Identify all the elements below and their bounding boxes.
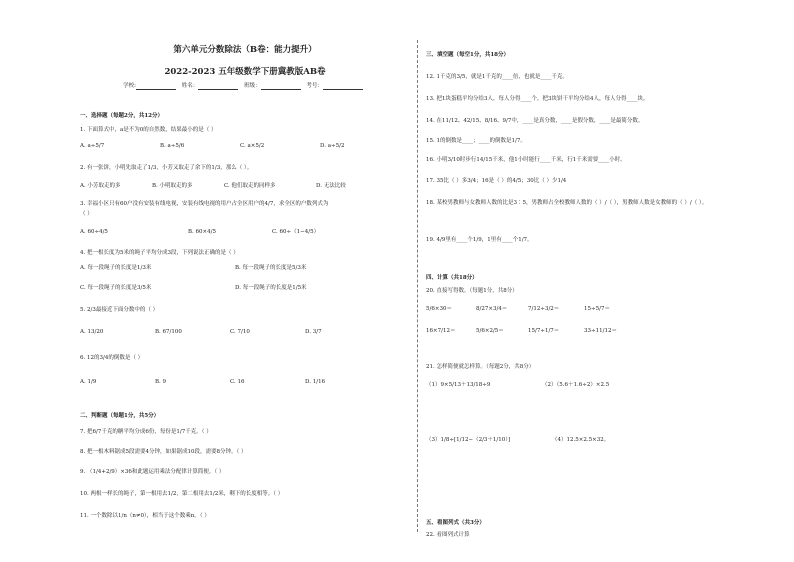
field-id: 考号：	[306, 83, 323, 89]
section-judgement: 二、判断题（每题1分，共5分）	[80, 413, 160, 419]
question-1: 1. 下面算式中，a是不为0的自然数，结果最小的是（ ）	[80, 127, 217, 133]
q3-options	[80, 228, 319, 236]
left-column	[80, 44, 410, 519]
question-19: 19. 4/9里有____个1/9，1里有____个1/7。	[426, 237, 533, 243]
question-7: 7. 把6/7千克的糖平均分成6份，每份是1/7千克。（ ）	[80, 429, 212, 435]
q5-options	[80, 328, 322, 336]
column-divider	[417, 40, 418, 532]
question-3: 3. 幸福小区只有60户没有安装有线电视，安装有线电视的用户占全区用户的4/7，求全区的户数列式为	[80, 201, 329, 207]
q4-option-c[interactable]: C. 每一段绳子的长度是3/5米	[80, 285, 152, 291]
class-blank[interactable]	[261, 83, 301, 90]
section-fill-blank: 三、填空题（每空1分，共18分）	[426, 52, 509, 58]
question-10: 10. 两根一样长的绳子，第一根用去1/2，第二根用去1/2米，剩下的长度相等。（ ）	[80, 491, 284, 497]
question-3-cont: （ ）	[80, 211, 93, 217]
q4-options-row1	[80, 264, 306, 272]
question-4: 4. 把一根长度为5米的绳子平均分成3段，下列说法正确的是（ ）	[80, 250, 239, 256]
section-choice: 一、选择题（每题2分，共12分）	[80, 113, 163, 119]
q3-option-b[interactable]: B. 60×4/5	[188, 229, 216, 235]
calc-5: 16×7/12＝	[426, 328, 456, 334]
q6-option-c[interactable]: C. 16	[230, 379, 245, 385]
section-picture: 五、看图列式（共3分）	[426, 520, 485, 526]
q4-option-d[interactable]: D. 每一段绳子的长度是1/5米	[235, 285, 307, 291]
question-2: 2. 有一张饼，小明先取走了1/3，小芳又取走了余下的1/3，那么（ ）。	[80, 165, 253, 171]
q5-option-d[interactable]: D. 3/7	[305, 329, 322, 335]
calc-row-2	[426, 327, 617, 335]
question-22: 22. 看图列式计算	[426, 532, 470, 538]
question-21-1: （1）9×5/13＋13/18÷9	[426, 382, 491, 388]
q4-option-b[interactable]: B. 每一段绳子的长度是5/3米	[235, 265, 307, 271]
question-5: 5. 2/3最接近下面分数中的（ ）	[80, 307, 159, 313]
q2-options	[80, 182, 346, 190]
q6-option-a[interactable]: A. 1/9	[80, 379, 97, 385]
calc-row-1	[426, 305, 610, 313]
q1-options	[80, 142, 344, 150]
id-blank[interactable]	[323, 83, 363, 90]
question-12: 12. 1千克的3/5，就是1千克的____倍，也就是____千克。	[426, 74, 568, 80]
exam-subtitle: 2022-2023 五年级数学下册冀教版AB卷	[164, 67, 326, 77]
question-13: 13. 把1块蛋糕平均分给3人，每人分得____个，把3块饼干平均分给4人，每人分得____块。	[426, 96, 649, 102]
q2-option-b[interactable]: B. 小明取走的多	[152, 183, 193, 189]
q3-option-c[interactable]: C. 60÷（1−4/5）	[272, 229, 320, 235]
q1-option-c[interactable]: C. a×5/2	[240, 143, 265, 149]
calc-4: 15÷5/7＝	[584, 306, 610, 312]
school-blank[interactable]	[136, 83, 176, 90]
question-21-2: （2）（5.6＋1.6÷2）×2.5	[542, 382, 610, 388]
q1-option-b[interactable]: B. a÷5/6	[160, 143, 185, 149]
q4-option-a[interactable]: A. 每一段绳子的长度是1/3米	[80, 265, 152, 271]
q5-option-c[interactable]: C. 7/10	[230, 329, 250, 335]
question-14: 14. 在11/12、42/15、8/16、9/7中，____是真分数，____是假分数，____是最简分数。	[426, 118, 644, 124]
question-9: 9. （1/4+2/9）×36和此题运用乘法分配律计算简便。（ ）	[80, 469, 225, 475]
student-info-fields	[80, 82, 410, 90]
field-school: 学校:	[123, 83, 137, 89]
q3-option-a[interactable]: A. 60÷4/5	[80, 229, 108, 235]
question-17: 17. 35比（ ）多3/4；16是（ ）的4/5；30比（ ）少1/4	[426, 178, 567, 184]
calc-7: 15/7÷1/7＝	[528, 328, 560, 334]
section-calculation: 四、计算（共18分）	[426, 275, 478, 281]
exam-title: 第六单元分数除法（B卷：能力提升）	[173, 45, 317, 55]
calc-1: 5/6×30＝	[426, 306, 452, 312]
field-class: 班级：	[244, 83, 261, 89]
question-21: 21. 怎样简便就怎样算。（每题2分，共8分）	[426, 364, 535, 370]
q5-option-b[interactable]: B. 67/100	[155, 329, 182, 335]
q6-option-d[interactable]: D. 1/16	[305, 379, 326, 385]
q4-options-row2	[80, 284, 307, 292]
q1-option-a[interactable]: A. a÷5/7	[80, 143, 105, 149]
q6-option-b[interactable]: B. 9	[155, 379, 167, 385]
q2-option-d[interactable]: D. 无法比较	[316, 183, 346, 189]
q6-options	[80, 378, 325, 386]
question-21-4: （4）12.5×2.5×32。	[552, 437, 610, 443]
question-16: 16. 小明3/10时步行14/15千米，他1小时能行____千米，行1千米需要____小时。	[426, 157, 626, 163]
question-8: 8. 把一根木料锯成5段需要4分钟，如果锯成10段，需要8分钟。（ ）	[80, 449, 247, 455]
question-21-3: （3）1/8÷[1/12−（2/3＋1/10）]	[426, 437, 511, 443]
question-15: 15. 1的倒数是____；____的倒数是1/7。	[426, 138, 526, 144]
q1-option-d[interactable]: D. a÷5/2	[320, 143, 345, 149]
question-20: 20. 直接写得数。（每题1分，共8分）	[426, 288, 518, 294]
question-11: 11. 一个数除以1/n（n≠0），相当于这个数乘n。（ ）	[80, 513, 210, 519]
name-blank[interactable]	[198, 83, 238, 90]
q2-option-c[interactable]: C. 他们取走的同样多	[224, 183, 276, 189]
question-18: 18. 某校男教师与女教师人数的比是3∶5，男教师占全校教师人数的（ ）/（ ），男教师人数是女教师的（ ）/（ ）。	[426, 200, 708, 206]
field-name: 姓名：	[181, 83, 199, 89]
calc-3: 7/12÷3/2＝	[528, 306, 560, 312]
calc-6: 5/6×2/5＝	[476, 328, 504, 334]
calc-2: 8/27×3/4＝	[476, 306, 508, 312]
question-6: 6. 12的3/4的倒数是（ ）	[80, 355, 144, 361]
calc-8: 33÷11/12＝	[584, 328, 617, 334]
q2-option-a[interactable]: A. 小芳取走的多	[80, 183, 121, 189]
q5-option-a[interactable]: A. 13/20	[80, 329, 104, 335]
